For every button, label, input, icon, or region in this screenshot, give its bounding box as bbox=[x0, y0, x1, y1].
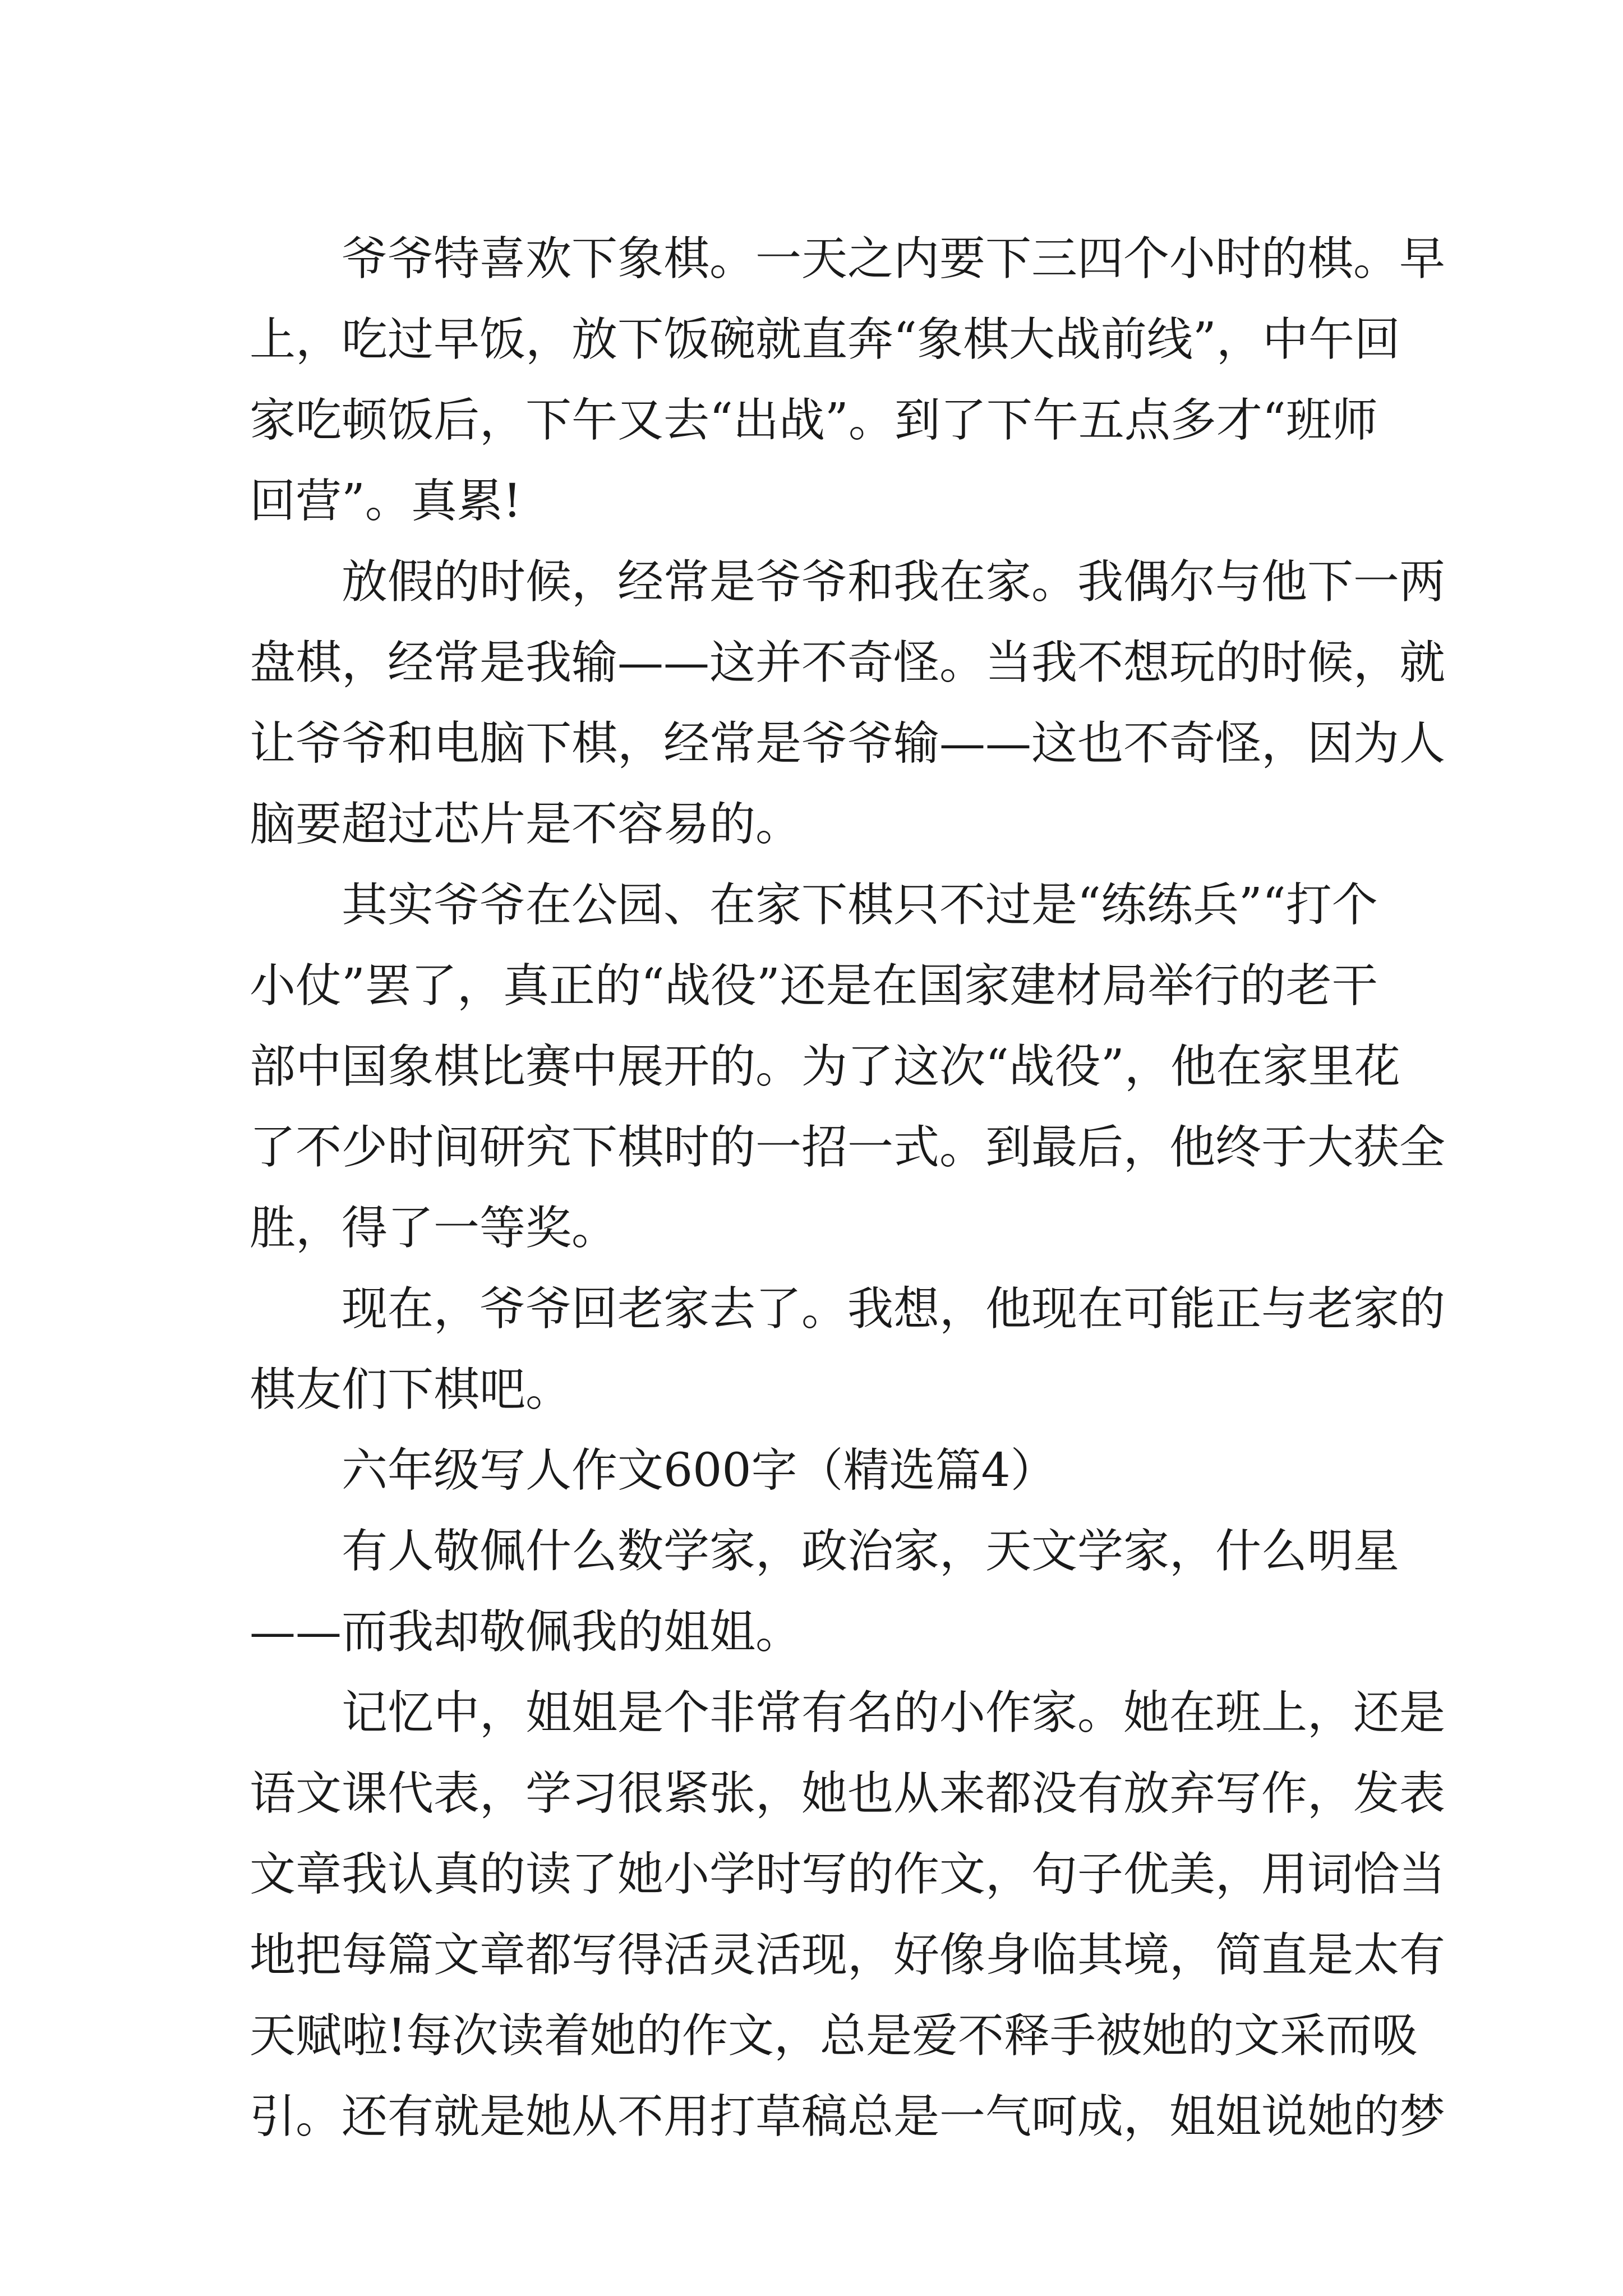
paragraph bbox=[250, 542, 1446, 865]
heading-text: 六年级写人作文600字（精选篇4） bbox=[342, 1444, 1057, 1497]
text-line: 小仗”罢了，真正的“战役”还是在国家建材局举行的老干 bbox=[250, 959, 1378, 1013]
paragraph bbox=[250, 1511, 1400, 1673]
text-line: 家吃顿饭后，下午又去“出战”。到了下午五点多才“班师 bbox=[250, 394, 1378, 447]
text-line: 盘棋，经常是我输——这并不奇怪。当我不想玩的时候，就 bbox=[250, 636, 1446, 689]
text-line: 文章我认真的读了她小学时写的作文，句子优美，用词恰当 bbox=[250, 1848, 1446, 1901]
text-line: 让爷爷和电脑下棋，经常是爷爷输——这也不奇怪，因为人 bbox=[250, 717, 1446, 770]
text-line: 语文课代表，学习很紧张，她也从来都没有放弃写作，发表 bbox=[250, 1767, 1446, 1820]
paragraph bbox=[250, 1673, 1446, 2157]
text-line: 了不少时间研究下棋时的一招一式。到最后，他终于大获全 bbox=[250, 1121, 1446, 1174]
text-line: 天赋啦!每次读着她的作文，总是爱不释手被她的文采而吸 bbox=[250, 2009, 1418, 2063]
paragraph bbox=[250, 219, 1446, 542]
text-line: 上，吃过早饭，放下饭碗就直奔“象棋大战前线”，中午回 bbox=[250, 313, 1400, 366]
text-line: 有人敬佩什么数学家，政治家，天文学家，什么明星 bbox=[342, 1525, 1400, 1578]
text-line: 其实爷爷在公园、在家下棋只不过是“练练兵”“打个 bbox=[342, 878, 1378, 932]
text-line: 回营”。真累! bbox=[250, 475, 522, 528]
text-line: 脑要超过芯片是不容易的。 bbox=[250, 798, 802, 851]
text-line: 引。还有就是她从不用打草稿总是一气呵成，姐姐说她的梦 bbox=[250, 2090, 1446, 2143]
section-heading bbox=[250, 1430, 1377, 1511]
text-line: 爷爷特喜欢下象棋。一天之内要下三四个小时的棋。早 bbox=[342, 232, 1446, 286]
text-line: 地把每篇文章都写得活灵活现，好像身临其境，简直是太有 bbox=[250, 1929, 1446, 1982]
text-line: 部中国象棋比赛中展开的。为了这次“战役”，他在家里花 bbox=[250, 1040, 1400, 1093]
text-line: 记忆中，姐姐是个非常有名的小作家。她在班上，还是 bbox=[342, 1686, 1446, 1740]
text-line: ——而我却敬佩我的姐姐。 bbox=[250, 1605, 802, 1659]
text-line: 棋友们下棋吧。 bbox=[250, 1363, 572, 1416]
text-line: 胜，得了一等奖。 bbox=[250, 1202, 618, 1255]
paragraph bbox=[250, 1269, 1446, 1430]
text-line: 现在，爷爷回老家去了。我想，他现在可能正与老家的 bbox=[342, 1282, 1446, 1336]
paragraph bbox=[250, 865, 1446, 1269]
text-line: 放假的时候，经常是爷爷和我在家。我偶尔与他下一两 bbox=[342, 555, 1446, 609]
document-page bbox=[250, 219, 1446, 2157]
